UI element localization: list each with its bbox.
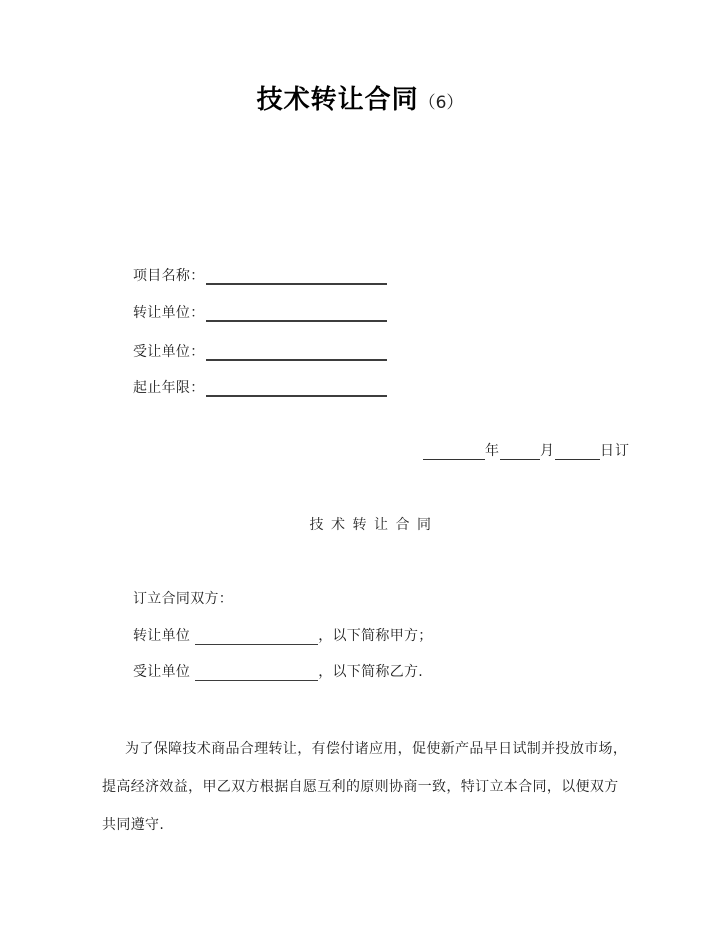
- document-title: [0, 85, 720, 118]
- date-month-label: 月: [540, 443, 555, 459]
- field-transferee-unit-blank: [206, 345, 387, 361]
- party-b-label: 受让单位: [133, 664, 191, 680]
- date-year-blank: [423, 445, 485, 460]
- party-b-row: [133, 663, 423, 683]
- document-title-number: （6）: [418, 93, 464, 113]
- party-a-label: 转让单位: [133, 628, 191, 644]
- field-project-name-blank: [206, 269, 387, 285]
- party-a-suffix: ，以下简称甲方；: [318, 628, 433, 644]
- section-title: 技术转让合同: [309, 517, 439, 533]
- preamble-line-3: 共同遵守.: [102, 817, 165, 833]
- date-day-blank: [555, 445, 600, 460]
- date-month-blank: [500, 445, 540, 460]
- parties-intro: 订立合同双方：: [133, 591, 234, 607]
- field-term-period-label: 起止年限：: [133, 380, 205, 396]
- field-transferor-unit: [133, 304, 387, 324]
- field-transferee-unit: [133, 343, 387, 363]
- preamble-line-2: 提高经济效益，甲乙双方根据自愿互利的原则协商一致，特订立本合同，以便双方: [102, 779, 619, 795]
- field-term-period-blank: [206, 381, 387, 397]
- party-a-blank: [195, 629, 318, 645]
- field-transferor-unit-label: 转让单位：: [133, 305, 205, 321]
- field-project-name: [133, 267, 387, 287]
- field-term-period: [133, 379, 387, 399]
- preamble-line-1: 为了保障技术商品合理转让，有偿付诸应用，促使新产品早日试制并投放市场，: [125, 741, 628, 757]
- date-line: [423, 442, 630, 460]
- party-a-row: [133, 627, 433, 647]
- document-title-text: 技术转让合同: [256, 85, 419, 115]
- field-transferee-unit-label: 受让单位：: [133, 344, 205, 360]
- party-b-suffix: ，以下简称乙方.: [318, 664, 424, 680]
- date-day-label: 日订: [600, 443, 630, 459]
- party-b-blank: [195, 665, 318, 681]
- field-transferor-unit-blank: [206, 306, 387, 322]
- date-year-label: 年: [485, 443, 500, 459]
- field-project-name-label: 项目名称：: [133, 268, 205, 284]
